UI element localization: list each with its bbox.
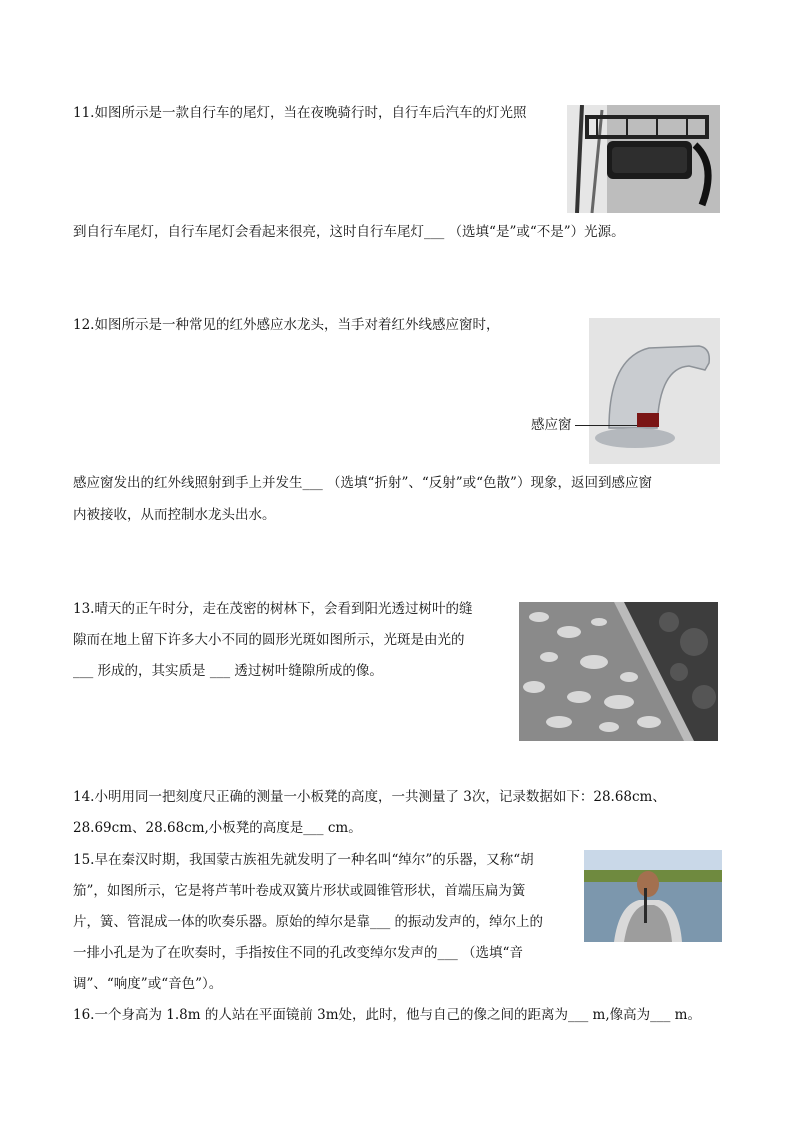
q13-line2: 隙而在地上留下许多大小不同的圆形光斑如图所示，光斑是由光的: [73, 632, 465, 648]
infrared-faucet-photo: [589, 318, 720, 464]
q14-line2: 28.69cm、28.68cm,小板凳的高度是___ cm。: [73, 820, 362, 836]
q16-line1: 16.一个身高为 1.8m 的人站在平面镜前 3m处，此时，他与自己的像之间的距离为___ m,像高为___ m。: [73, 1007, 701, 1023]
q12-line3: 内被接收，从而控制水龙头出水。: [73, 507, 276, 523]
bicycle-taillight-photo: [567, 105, 720, 213]
sunlight-spots-photo: [519, 602, 718, 741]
sensor-pointer-line: [575, 425, 637, 426]
q12-line1: 12.如图所示是一种常见的红外感应水龙头，当手对着红外线感应窗时，: [73, 317, 500, 333]
q11-line1: 11.如图所示是一款自行车的尾灯，当在夜晚骑行时，自行车后汽车的灯光照: [73, 105, 527, 121]
chor-player-photo: [584, 850, 722, 942]
q15-line3: 片，簧、管混成一体的吹奏乐器。原始的绰尔是靠___ 的振动发声的，绰尔上的: [73, 914, 544, 930]
q15-line5: 调”、“响度”或“音色”）。: [73, 976, 223, 992]
q13-line3: ___ 形成的，其实质是 ___ 透过树叶缝隙所成的像。: [73, 663, 383, 679]
q15-line2: 笳”，如图所示，它是将芦苇叶卷成双簧片形状或圆锥管形状，首端压扁为簧: [73, 883, 526, 899]
q12-line2: 感应窗发出的红外线照射到手上并发生___ （选填“折射”、“反射”或“色散”）现象，返回到感应窗: [73, 475, 652, 491]
q12-sensor-label: 感应窗: [531, 417, 572, 433]
q11-line2: 到自行车尾灯，自行车尾灯会看起来很亮，这时自行车尾灯___ （选填“是”或“不是”）光源。: [73, 224, 625, 240]
q15-line4: 一排小孔是为了在吹奏时，手指按住不同的孔改变绰尔发声的___ （选填“音: [73, 945, 523, 961]
q14-line1: 14.小明用同一把刻度尺正确的测量一小板凳的高度，一共测量了 3次，记录数据如下：28.68cm、: [73, 789, 666, 805]
q15-line1: 15.早在秦汉时期，我国蒙古族祖先就发明了一种名叫“绰尔”的乐器，又称“胡: [73, 852, 534, 868]
q13-line1: 13.晴天的正午时分，走在茂密的树林下，会看到阳光透过树叶的缝: [73, 601, 473, 617]
